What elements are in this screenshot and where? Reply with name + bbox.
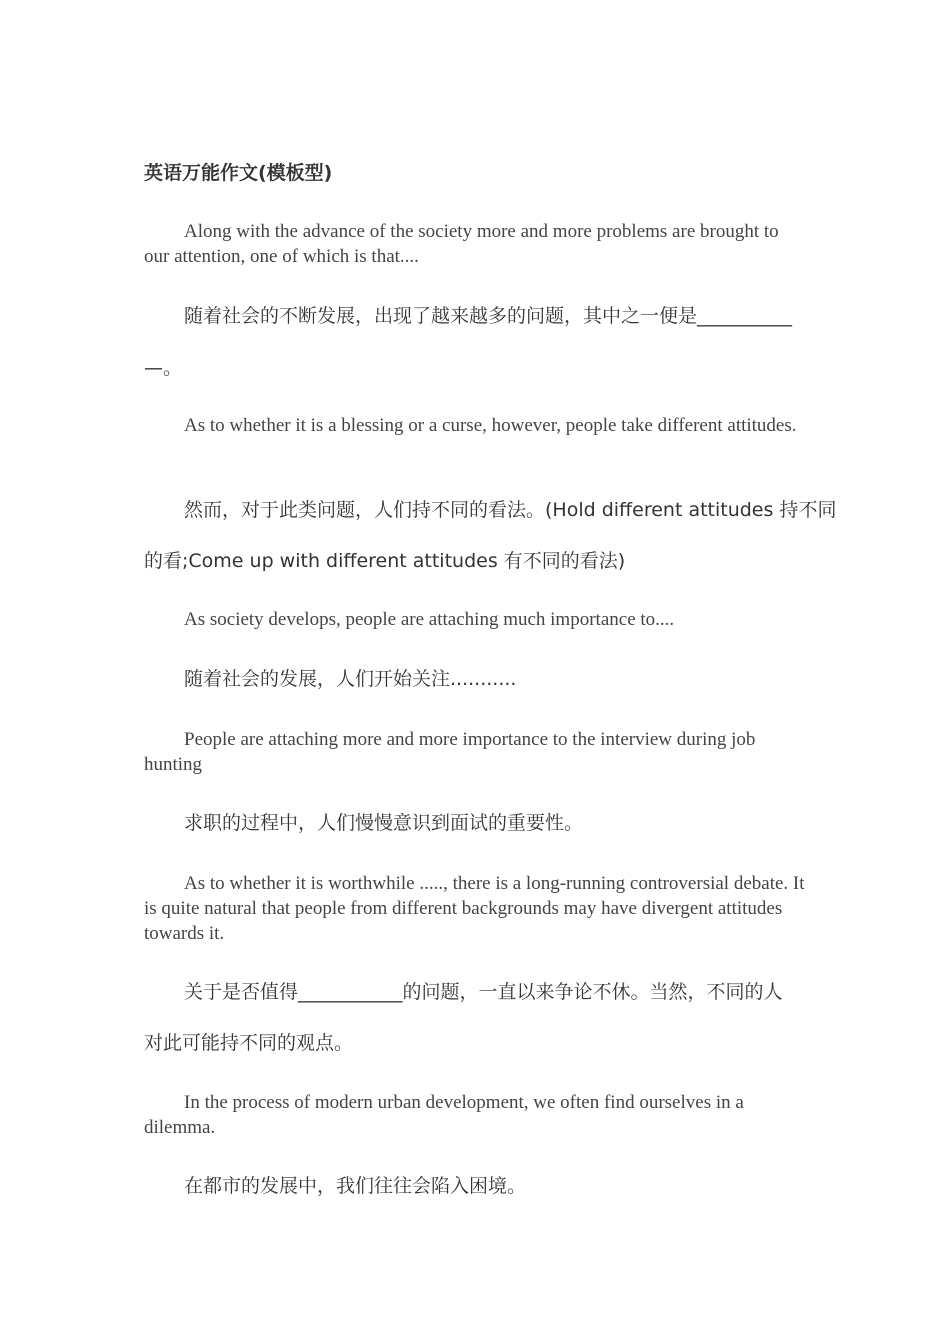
paragraph-en-6: In the process of modern urban development, we often find ourselves in a dilemma. xyxy=(144,1092,744,1138)
paragraph-cn-2 xyxy=(144,485,837,587)
paragraph-cn-5 xyxy=(144,967,808,1069)
paragraph-cn-1-continuation: —。 xyxy=(144,357,183,379)
document-title: 英语万能作文(模板型) xyxy=(144,162,333,184)
paragraph-en-3: As society develops, people are attaching much importance to.... xyxy=(184,609,675,630)
paragraph-cn-3: 随着社会的发展，人们开始关注........... xyxy=(184,668,517,690)
paragraph-cn-5-line-2: 对此可能持不同的观点。 xyxy=(144,1032,354,1054)
paragraph-cn-5-line-1: 关于是否值得___________的问题，一直以来争论不休。当然，不同的人 xyxy=(184,981,783,1003)
paragraph-en-4: People are attaching more and more importance to the interview during job hunting xyxy=(144,729,756,775)
paragraph-cn-2-line-1: 然而，对于此类问题，人们持不同的看法。(Hold different attitudes 持不同 xyxy=(184,499,837,521)
paragraph-en-2: As to whether it is a blessing or a curse, however, people take different attitudes. xyxy=(184,415,797,436)
paragraph-cn-2-line-2: 的看;Come up with different attitudes 有不同的看法) xyxy=(144,550,626,572)
paragraph-cn-1: 随着社会的不断发展，出现了越来越多的问题，其中之一便是__________ xyxy=(184,305,793,327)
paragraph-en-1: Along with the advance of the society more and more problems are brought to our attention, one of which is that.... xyxy=(144,221,779,267)
paragraph-cn-4: 求职的过程中，人们慢慢意识到面试的重要性。 xyxy=(184,812,584,834)
paragraph-en-5: As to whether it is worthwhile ....., there is a long-running controversial debate. It is quite natural that people from different backgrounds may have divergent attitudes towards it. xyxy=(144,873,805,944)
paragraph-cn-6: 在都市的发展中，我们往往会陷入困境。 xyxy=(184,1175,527,1197)
